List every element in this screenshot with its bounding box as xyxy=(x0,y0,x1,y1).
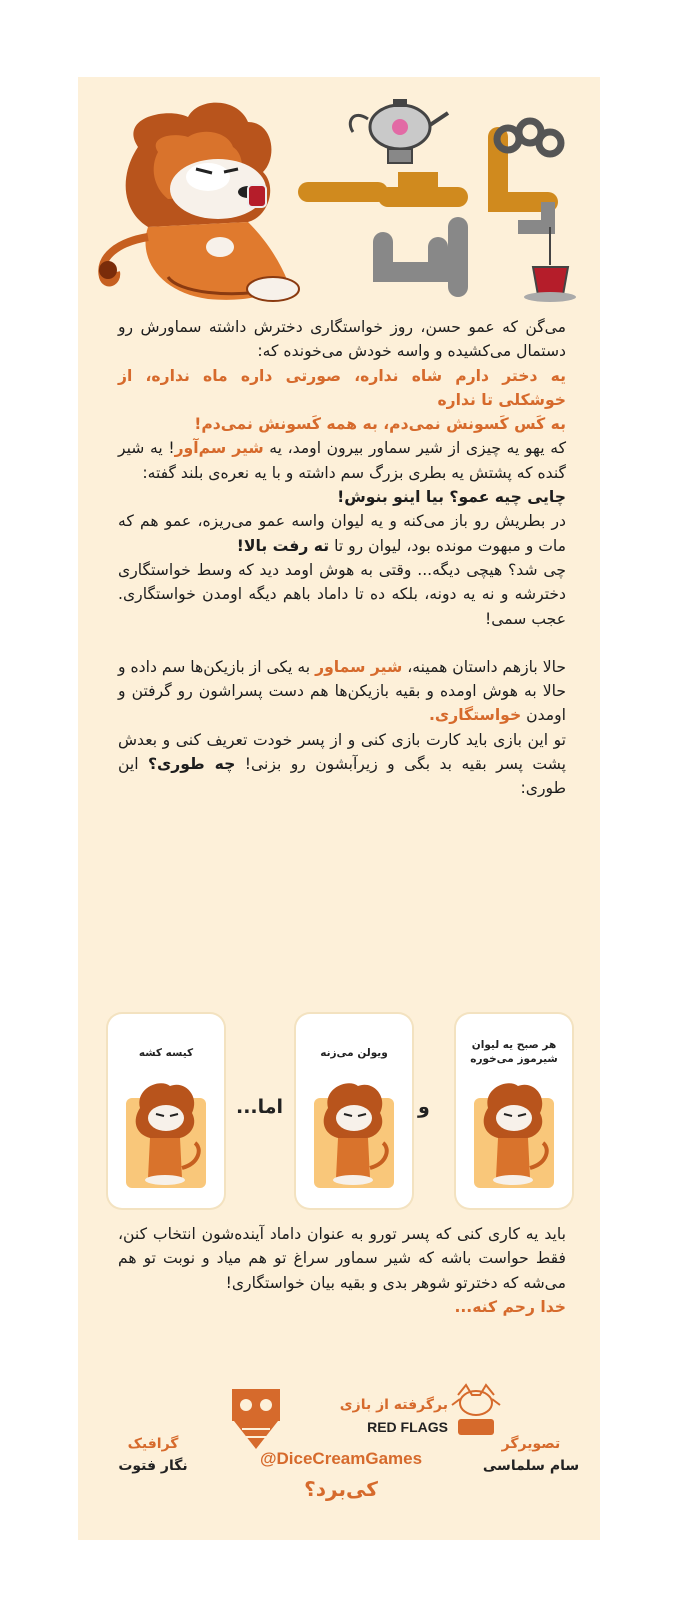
graphic-role: گرافیک xyxy=(127,1436,179,1452)
illustrator-role: تصویرگر xyxy=(501,1436,561,1452)
header-illustration xyxy=(78,77,600,317)
text-span: به یکی از بازیکن‌ها سم داده و حالا به هوش اومده و بقیه بازیکن‌ها هم دست پسراشون رو گرفتن و اومدن xyxy=(118,657,566,725)
ending-text xyxy=(118,1222,566,1319)
text-span: تو این بازی باید کارت بازی کنی و از پسر خودت تعریف کنی و بعدش پشت پسر بقیه بد بگی و زیرآبشون رو بزنی! xyxy=(118,730,566,774)
ending-exclamation: خدا رحم کنه... xyxy=(454,1297,566,1316)
song-line: یه دختر دارم شاه نداره، صورتی داره ماه نداره، از خوشکلی تا نداره xyxy=(118,366,566,409)
story-paragraph: باید یه کاری کنی که پسر تورو به عنوان داماد آینده‌شون انتخاب کنن، فقط حواست باشه که شیر سماور سراغ تو هم میاد و نوبت تو هم می‌شه که دخترتو شوهر بدی و بقیه بیان خواستگاری! xyxy=(118,1225,566,1292)
lion-samovar-art xyxy=(78,77,600,317)
credits-footer xyxy=(78,1363,600,1533)
poster-card xyxy=(78,77,600,1540)
story-paragraph: چی شد؟ هیچی دیگه... وقتی به هوش اومد دید که وسط خواستگاری دخترشه و نه یه دونه، بلکه ده تا داماد باهم دیگه اومدن خواستگاری. عجب سمی! xyxy=(118,560,566,628)
joiner-and: و xyxy=(418,1096,430,1118)
lion-illustration xyxy=(99,103,299,301)
text-bold: ته رفت بالا! xyxy=(236,536,330,555)
highlight-lion: شیر سم‌آور xyxy=(174,439,264,458)
story-text xyxy=(118,315,566,801)
teapot-illustration xyxy=(350,99,448,163)
card-label: ویولن می‌زنه xyxy=(320,1047,388,1059)
highlight-lion: شیر سماور xyxy=(315,657,403,676)
title-lettering xyxy=(308,121,561,287)
text-span: که یهو یه چیزی از شیر سماور بیرون اومد، یه xyxy=(263,439,566,458)
tea-glass-illustration xyxy=(524,227,576,302)
text-span: حالا بازهم داستان همینه، xyxy=(402,657,566,676)
graphic-name: نگار فتوت xyxy=(118,1458,188,1474)
example-card xyxy=(296,1014,412,1208)
highlight-text: خواستگاری. xyxy=(429,706,522,725)
graphic-credit xyxy=(98,1433,208,1477)
lion-card-art xyxy=(120,1068,212,1194)
text-span: این طوری: xyxy=(118,755,566,798)
card-label: هر صبح یه لیوان شیرموز می‌خوره xyxy=(470,1039,558,1065)
example-cards xyxy=(106,1014,572,1214)
story-paragraph xyxy=(118,436,566,485)
text-bold: چه طوری؟ xyxy=(147,755,236,774)
text-span: ! یه شیر گنده که پشتش یه بطری بزرگ سم داشته و با یه نعره‌ی بلند گفته: xyxy=(118,439,566,482)
example-card xyxy=(456,1014,572,1208)
text-span: در بطریش رو باز می‌کنه و یه لیوان واسه عمو می‌ریزه، عمو هم که مات و مبهوت مونده بود، لیوان رو تا xyxy=(118,512,566,555)
card-label: کیسه کشه xyxy=(138,1047,194,1059)
story-paragraph: می‌گن که عمو حسن، روز خواستگاری دخترش داشته سماورش رو دستمال می‌کشیده و واسه خودش می‌خونده که: xyxy=(118,318,566,361)
lion-card-art xyxy=(468,1068,560,1194)
story-paragraph xyxy=(118,509,566,558)
example-card xyxy=(108,1014,224,1208)
joiner-but: اما... xyxy=(236,1096,284,1118)
game-name: RED FLAGS xyxy=(367,1419,448,1435)
dicecream-logo-icon xyxy=(226,1381,286,1451)
cat-mascot-icon xyxy=(448,1377,504,1441)
lion-card-art xyxy=(308,1068,400,1194)
lion-shout: چایی چیه عمو؟ بیا اینو بنوش! xyxy=(337,488,566,507)
story-paragraph xyxy=(118,655,566,728)
song-line: به کَس کَسونش نمی‌دم، به همه کَسونش نمی‌دم! xyxy=(194,415,566,434)
illustrator-name: سام سلماسی xyxy=(482,1458,580,1474)
adapted-from-text: برگرفته از بازی xyxy=(339,1397,448,1413)
social-handle: @DiceCreamGames xyxy=(259,1449,423,1468)
story-paragraph xyxy=(118,728,566,801)
brand-name: کی‌برد؟ xyxy=(304,1477,378,1501)
